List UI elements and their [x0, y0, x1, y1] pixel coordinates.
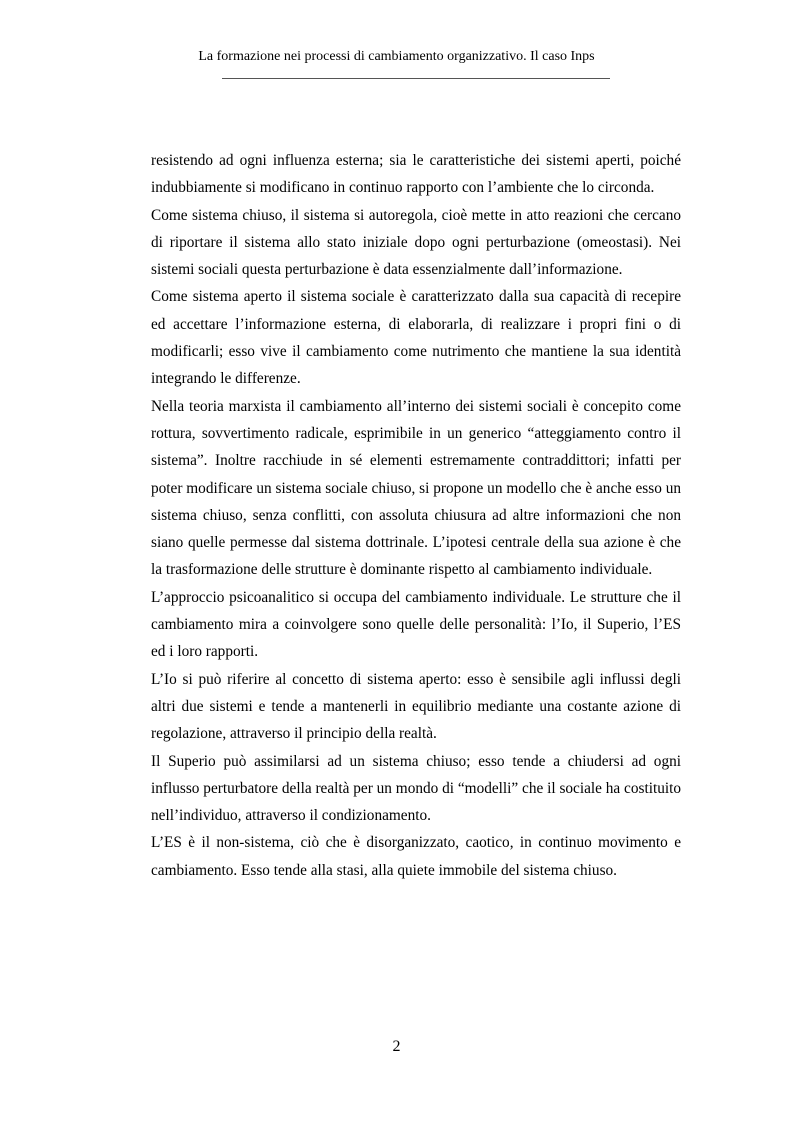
- paragraph: Nella teoria marxista il cambiamento all’interno dei sistemi sociali è concepito come rottura, sovvertimento radicale, esprimibile in un generico “atteggiamento contro il sistema”. Inoltre racchiude in sé elementi estremamente contraddittori; infatti per poter modificare un sistema sociale chiuso, si propone un modello che è anche esso un sistema chiuso, senza conflitti, con assoluta chiusura ad altre informazioni che non siano quelle permesse dal sistema dottrinale. L’ipotesi centrale della sua azione è che la trasformazione delle strutture è dominante rispetto al cambiamento individuale.: [151, 397, 681, 579]
- header-rule: [222, 78, 610, 79]
- paragraph: resistendo ad ogni influenza esterna; sia le caratteristiche dei sistemi aperti, poiché indubbiamente si modificano in continuo rapporto con l’ambiente che lo circonda.: [151, 152, 681, 197]
- paragraph: L’Io si può riferire al concetto di sistema aperto: esso è sensibile agli influssi degli altri due sistemi e tende a mantenerli in equilibrio mediante una costante azione di regolazione, attraverso il principio della realtà.: [151, 670, 681, 743]
- paragraph: L’ES è il non-sistema, ciò che è disorganizzato, caotico, in continuo movimento e cambiamento. Esso tende alla stasi, alla quiete immobile del sistema chiuso.: [151, 834, 681, 879]
- paragraph: Come sistema chiuso, il sistema si autoregola, cioè mette in atto reazioni che cercano di riportare il sistema allo stato iniziale dopo ogni perturbazione (omeostasi). Nei sistemi sociali questa perturbazione è data essenzialmente dall’informazione.: [151, 206, 681, 279]
- running-header: La formazione nei processi di cambiamento organizzativo. Il caso Inps: [198, 49, 595, 64]
- paragraph: Il Superio può assimilarsi ad un sistema chiuso; esso tende a chiudersi ad ogni influsso perturbatore della realtà per un mondo di “modelli” che il sociale ha costituito nell’individuo, attraverso il condizionamento.: [151, 752, 681, 825]
- body-text: [151, 147, 681, 884]
- paragraph: Come sistema aperto il sistema sociale è caratterizzato dalla sua capacità di recepire ed accettare l’informazione esterna, di elaborarla, di realizzare i propri fini o di modificarli; esso vive il cambiamento come nutrimento che mantiene la sua identità integrando le differenze.: [151, 288, 681, 388]
- page-number: 2: [392, 1038, 401, 1055]
- paragraph: L’approccio psicoanalitico si occupa del cambiamento individuale. Le strutture che il cambiamento mira a coinvolgere sono quelle delle personalità: l’Io, il Superio, l’ES ed i loro rapporti.: [151, 588, 681, 661]
